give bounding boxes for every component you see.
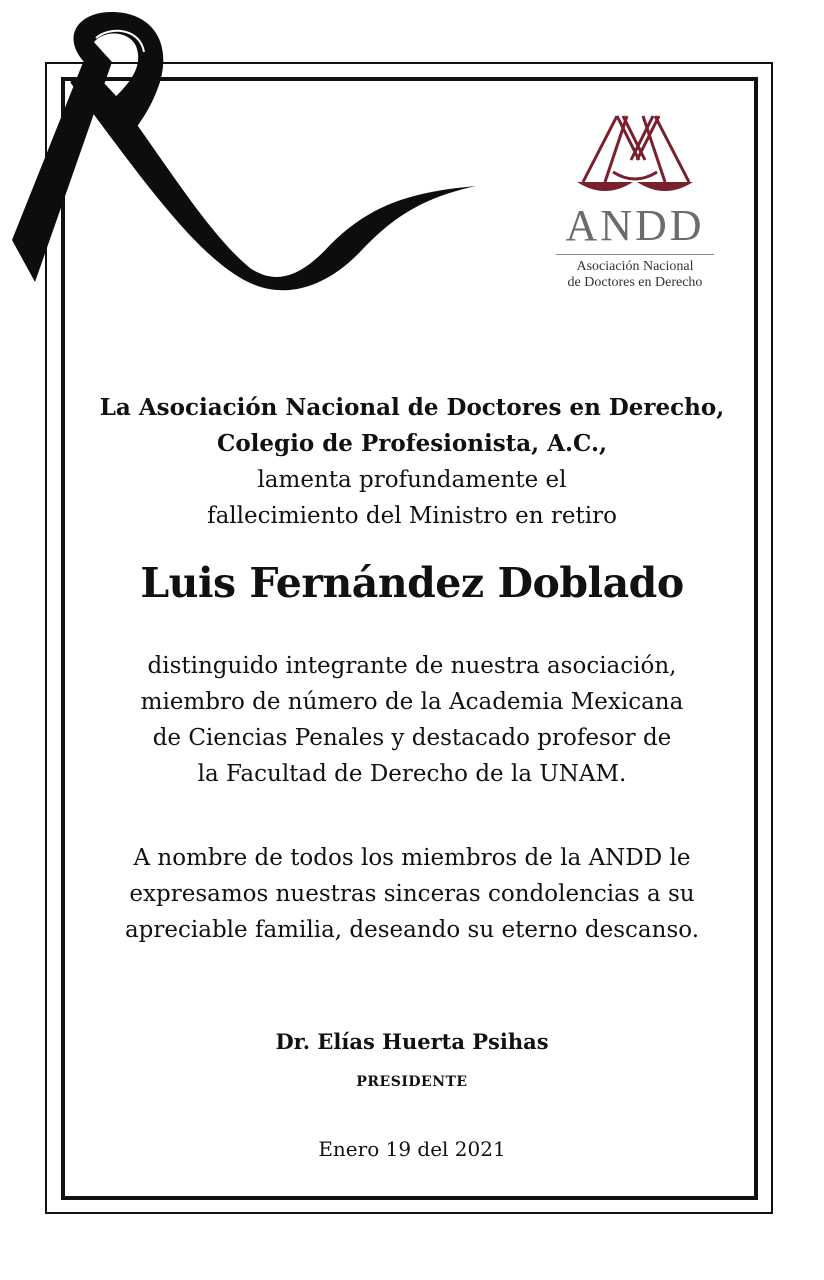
description-line: miembro de número de la Academia Mexicana — [140, 689, 684, 715]
deceased-name: Luis Fernández Doblado — [140, 559, 684, 607]
signer-title: PRESIDENTE — [356, 1074, 468, 1090]
scales-of-justice-icon — [575, 108, 695, 200]
lament-line: fallecimiento del Ministro en retiro — [207, 503, 617, 529]
description-line: de Ciencias Penales y destacado profesor de — [152, 725, 672, 751]
andd-logo — [540, 108, 730, 303]
description-line: distinguido integrante de nuestra asociación, — [147, 653, 677, 679]
logo-subtitle — [540, 259, 730, 291]
description-text — [62, 648, 762, 792]
mourning-ribbon-icon — [0, 0, 490, 300]
announcement-date: Enero 19 del 2021 — [318, 1137, 506, 1161]
condolence-text — [62, 840, 762, 948]
org-line: La Asociación Nacional de Doctores en Derecho, — [99, 394, 725, 421]
logo-subtitle-line: de Doctores en Derecho — [567, 275, 703, 290]
logo-divider — [556, 254, 714, 255]
organization-heading — [62, 390, 762, 462]
condolence-line: expresamos nuestras sinceras condolencias a su — [129, 881, 695, 907]
condolence-line: A nombre de todos los miembros de la ANDD le — [133, 845, 691, 871]
org-line: Colegio de Profesionista, A.C., — [217, 430, 607, 457]
lament-line: lamenta profundamente el — [257, 467, 567, 493]
description-line: la Facultad de Derecho de la UNAM. — [197, 761, 627, 787]
condolence-line: apreciable familia, deseando su eterno descanso. — [124, 917, 700, 943]
lament-text — [62, 462, 762, 534]
logo-subtitle-line: Asociación Nacional — [576, 259, 694, 274]
signer-name: Dr. Elías Huerta Psihas — [275, 1029, 549, 1054]
logo-acronym: ANDD — [565, 201, 705, 250]
